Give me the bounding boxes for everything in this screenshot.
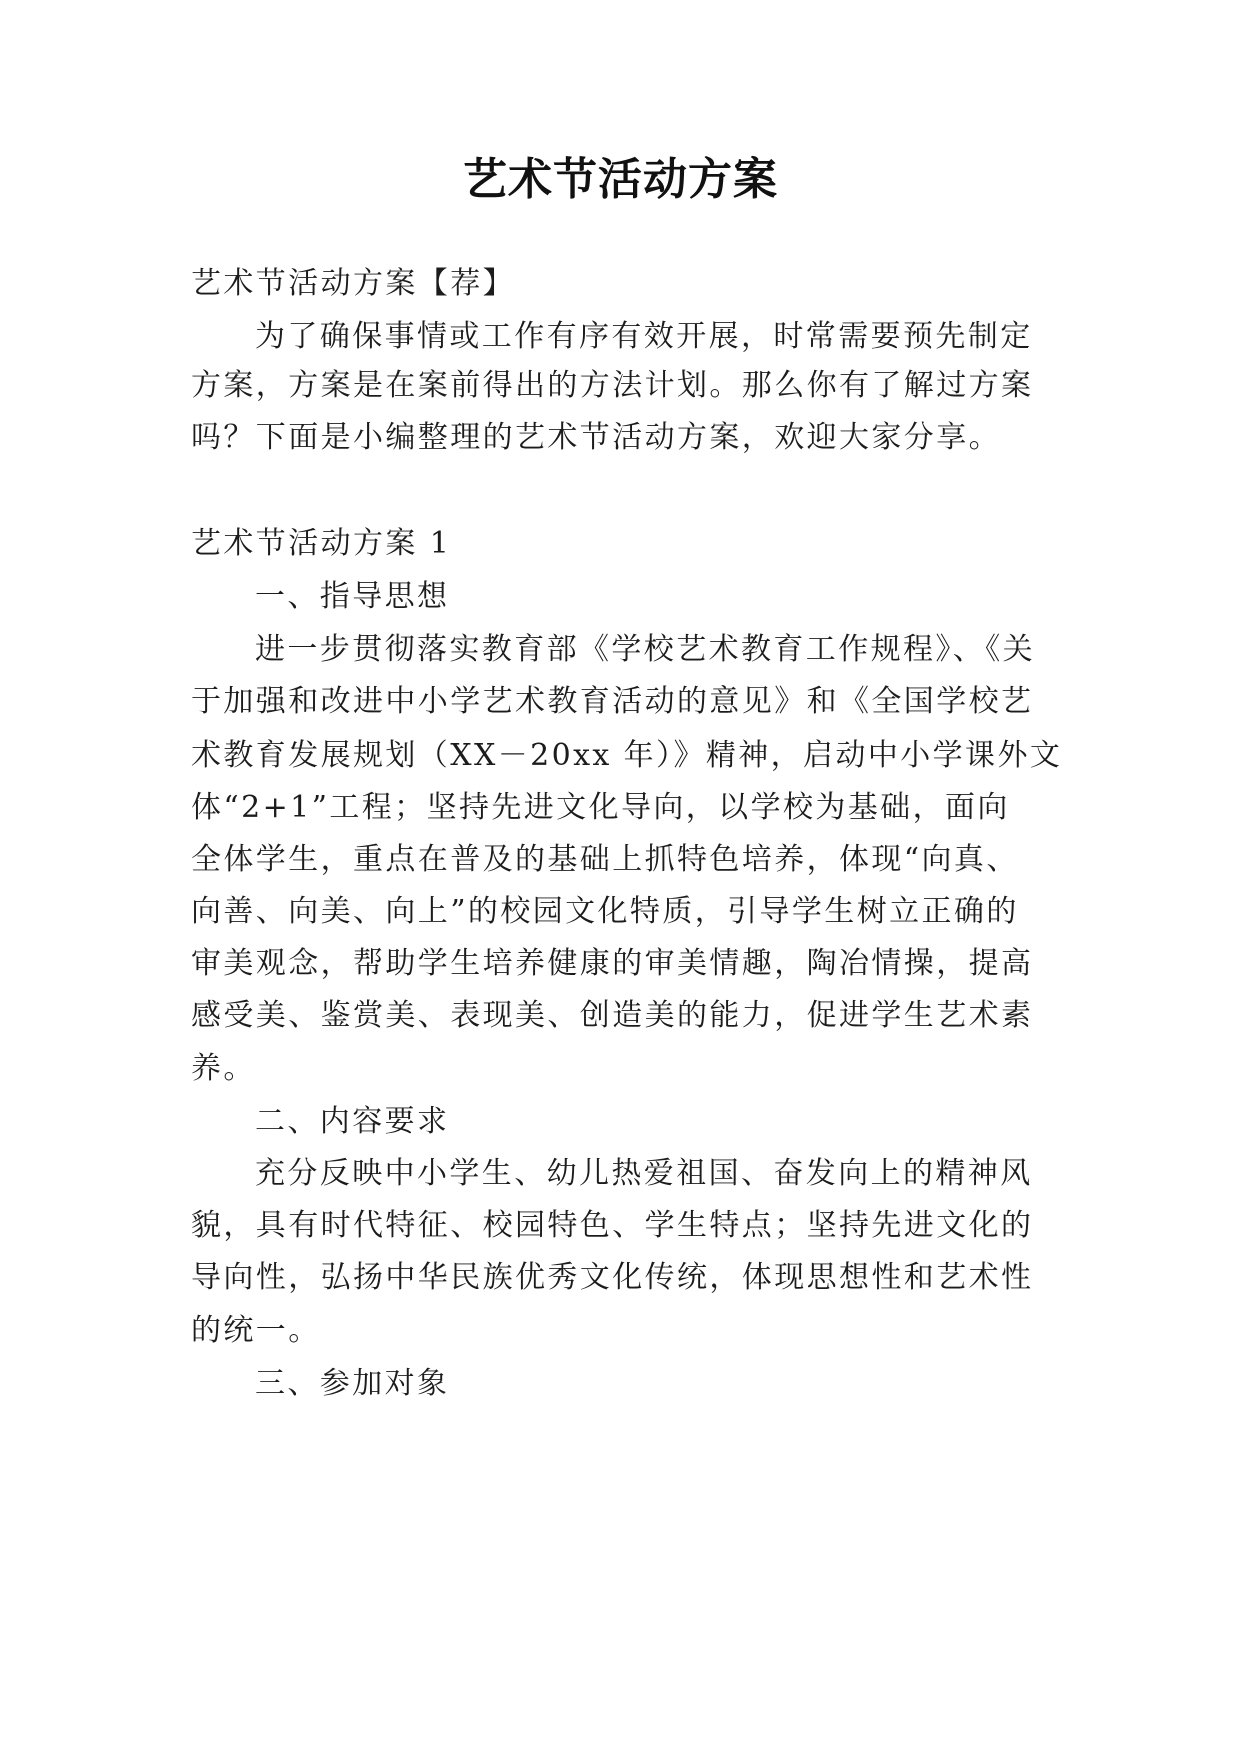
paragraph-line: 进一步贯彻落实教育部《学校艺术教育工作规程》、《关: [255, 632, 1035, 667]
intro-line: 方案，方案是在案前得出的方法计划。那么你有了解过方案: [191, 368, 1034, 403]
intro-line: 吗？下面是小编整理的艺术节活动方案，欢迎大家分享。: [191, 420, 1001, 455]
paragraph-line: 貌，具有时代特征、校园特色、学生特点；坚持先进文化的: [191, 1208, 1034, 1243]
paragraph-line: 充分反映中小学生、幼儿热爱祖国、奋发向上的精神风: [255, 1156, 1033, 1191]
paragraph-line: 于加强和改进中小学艺术教育活动的意见》和《全国学校艺: [191, 684, 1034, 719]
paragraph-line: 的统一。: [191, 1313, 321, 1348]
paragraph-line: 全体学生，重点在普及的基础上抓特色培养，体现“向真、: [191, 842, 1019, 877]
paragraph-line: 审美观念，帮助学生培养健康的审美情趣，陶冶情操，提高: [191, 946, 1034, 981]
section-heading: 一、指导思想: [255, 579, 450, 614]
section-heading: 三、参加对象: [255, 1366, 450, 1401]
paragraph-line: 体“2+1”工程；坚持先进文化导向，以学校为基础，面向: [191, 790, 1010, 825]
paragraph-line: 养。: [191, 1051, 256, 1086]
document-subtitle: 艺术节活动方案【荐】: [191, 266, 515, 301]
document-title: 艺术节活动方案: [463, 154, 778, 205]
section-title: 艺术节活动方案 1: [191, 526, 452, 561]
paragraph-line: 导向性，弘扬中华民族优秀文化传统，体现思想性和艺术性: [191, 1260, 1034, 1295]
intro-line: 为了确保事情或工作有序有效开展，时常需要预先制定: [255, 319, 1033, 354]
paragraph-line: 感受美、鉴赏美、表现美、创造美的能力，促进学生艺术素: [191, 998, 1034, 1033]
paragraph-line: 术教育发展规划（XX－20xx 年）》精神，启动中小学课外文: [191, 738, 1063, 773]
paragraph-line: 向善、向美、向上”的校园文化特质，引导学生树立正确的: [191, 894, 1019, 929]
section-heading: 二、内容要求: [255, 1104, 450, 1139]
